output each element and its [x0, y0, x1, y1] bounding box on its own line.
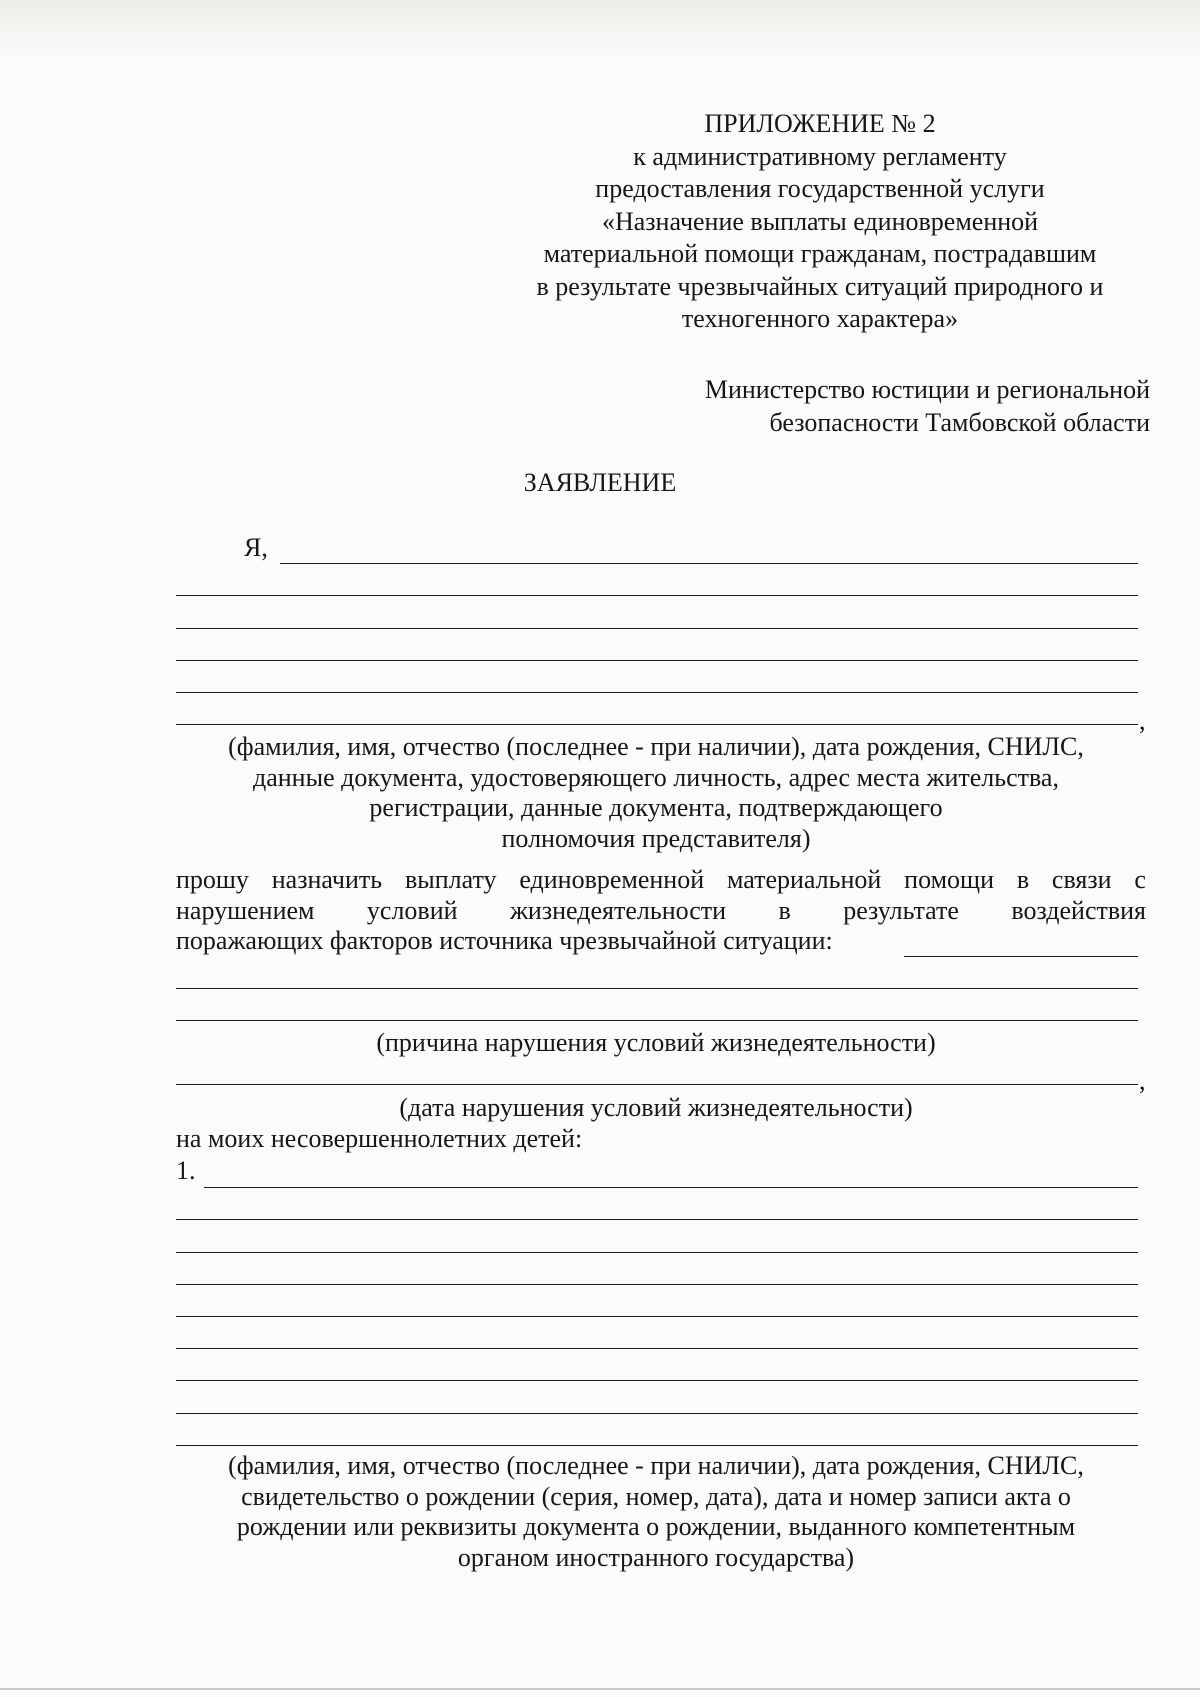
- appendix-line: предоставления государственной услуги: [595, 174, 1045, 203]
- caption-line: данные документа, удостоверяющего личность, адрес места жительства,: [253, 762, 1059, 792]
- appendix-header: [490, 108, 1150, 336]
- word: нарушением: [176, 896, 315, 925]
- child-field-line[interactable]: [204, 1187, 1138, 1188]
- cause-caption: (причина нарушения условий жизнедеятельности): [376, 1028, 936, 1057]
- word: условий: [366, 896, 458, 925]
- children-caption: [176, 1451, 1136, 1573]
- comma: ,: [1139, 1066, 1146, 1095]
- word: с: [1134, 865, 1146, 894]
- child-field-line[interactable]: [176, 1219, 1138, 1220]
- child-field-line[interactable]: [176, 1445, 1138, 1446]
- applicant-caption: [176, 732, 1136, 854]
- date-caption: (дата нарушения условий жизнедеятельности): [399, 1093, 913, 1122]
- applicant-field-line[interactable]: [176, 692, 1138, 693]
- request-text: [176, 864, 1146, 926]
- word: выплату: [404, 865, 497, 894]
- request-row: [176, 864, 1146, 895]
- word: единовременной: [519, 865, 705, 894]
- child-number: 1.: [176, 1156, 196, 1185]
- scan-edge-bottom: [0, 1688, 1200, 1690]
- word: жизнедеятельности: [509, 896, 727, 925]
- appendix-line: ПРИЛОЖЕНИЕ № 2: [704, 109, 936, 138]
- caption-line: органом иностранного государства): [457, 1542, 855, 1572]
- appendix-line: материальной помощи гражданам, пострадавшим: [543, 239, 1097, 268]
- caption-line: свидетельство о рождении (серия, номер, дата), дата и номер записи акта о: [241, 1481, 1071, 1511]
- document-title: ЗАЯВЛЕНИЕ: [523, 468, 677, 497]
- applicant-field-line[interactable]: [176, 724, 1138, 725]
- child-field-line[interactable]: [176, 1316, 1138, 1317]
- word: результате: [843, 896, 959, 925]
- caption-line: полномочия представителя): [501, 823, 811, 853]
- caption-line: (фамилия, имя, отчество (последнее - при наличии), дата рождения, СНИЛС,: [228, 1451, 1084, 1480]
- cause-field-line[interactable]: [904, 956, 1138, 957]
- applicant-field-line[interactable]: [176, 660, 1138, 661]
- appendix-line: техногенного характера»: [681, 304, 959, 333]
- word: помощи: [904, 865, 994, 894]
- word: в: [778, 896, 791, 925]
- caption-line: (фамилия, имя, отчество (последнее - при наличии), дата рождения, СНИЛС,: [228, 732, 1084, 761]
- cause-field-line[interactable]: [176, 1020, 1138, 1021]
- child-field-line[interactable]: [176, 1284, 1138, 1285]
- scan-shading-top: [0, 0, 1200, 58]
- child-field-line[interactable]: [176, 1380, 1138, 1381]
- appendix-line: «Назначение выплаты единовременной: [601, 206, 1039, 236]
- word: в: [1016, 865, 1030, 894]
- appendix-line: в результате чрезвычайных ситуаций природного и: [536, 271, 1104, 301]
- applicant-field-line[interactable]: [176, 595, 1138, 596]
- children-intro: на моих несовершеннолетних детей:: [176, 1124, 583, 1153]
- child-field-line[interactable]: [176, 1413, 1138, 1414]
- child-field-line[interactable]: [176, 1348, 1138, 1349]
- word: материальной: [726, 865, 882, 894]
- child-field-line[interactable]: [176, 1252, 1138, 1253]
- word: связи: [1051, 865, 1112, 894]
- date-field-line[interactable]: [176, 1084, 1138, 1085]
- word: назначить: [271, 865, 383, 894]
- caption-line: рождении или реквизиты документа о рождении, выданного компетентным: [236, 1512, 1076, 1541]
- applicant-field-line[interactable]: [280, 563, 1138, 564]
- word: воздействия: [1011, 896, 1146, 925]
- applicant-field-line[interactable]: [176, 628, 1138, 629]
- addressee: [705, 374, 1150, 439]
- addressee-line: безопасности Тамбовской области: [769, 407, 1150, 437]
- request-line-3: поражающих факторов источника чрезвычайной ситуации:: [176, 926, 833, 955]
- request-row: [176, 895, 1146, 926]
- caption-line: регистрации, данные документа, подтверждающего: [369, 793, 943, 822]
- applicant-prefix: Я,: [244, 533, 268, 562]
- comma: ,: [1139, 706, 1146, 735]
- appendix-line: к административному регламенту: [633, 141, 1007, 171]
- word: прошу: [176, 865, 249, 894]
- cause-field-line[interactable]: [176, 988, 1138, 989]
- addressee-line: Министерство юстиции и региональной: [704, 375, 1150, 404]
